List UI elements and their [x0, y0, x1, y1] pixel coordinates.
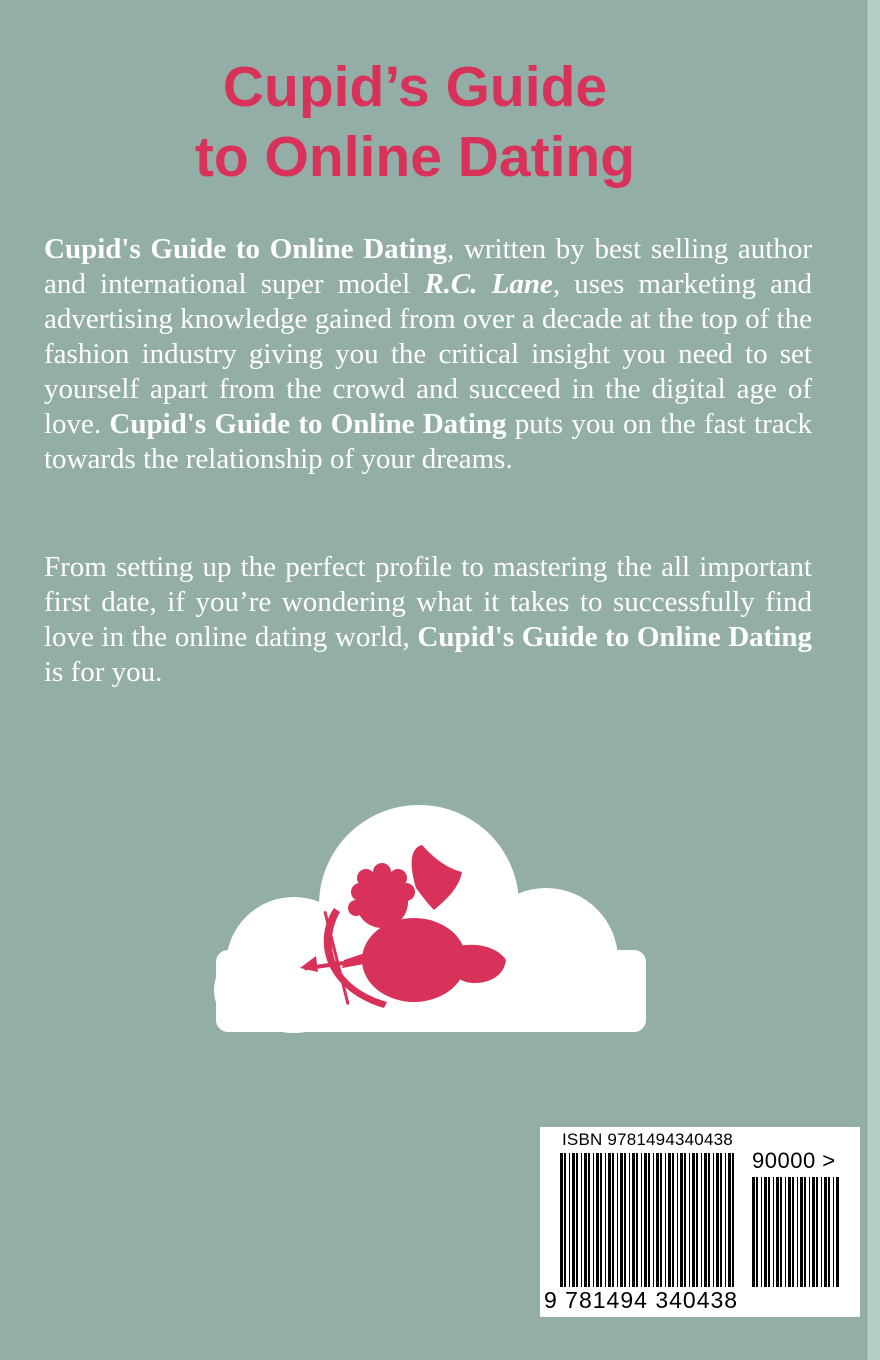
barcode-bar [804, 1177, 806, 1287]
barcode-bar [773, 1177, 774, 1287]
barcode-bar [824, 1177, 827, 1287]
barcode-bar [629, 1153, 630, 1287]
barcode-bar [701, 1153, 702, 1287]
barcode-bar [584, 1153, 587, 1287]
barcode-bar [785, 1177, 786, 1287]
barcode-bar [644, 1153, 647, 1287]
barcode-bar [600, 1153, 602, 1287]
cloud-emblem [184, 800, 654, 1040]
blurb-book-title: Cupid's Guide to Online Dating [417, 621, 812, 653]
barcode-bar [624, 1153, 626, 1287]
blurb-paragraph-2 [44, 550, 812, 690]
barcode-bar [761, 1177, 762, 1287]
barcode-bar [797, 1177, 798, 1287]
barcode-bar [821, 1177, 822, 1287]
barcode-bar [756, 1177, 758, 1287]
barcode-bar [692, 1153, 695, 1287]
barcode-bar [792, 1177, 794, 1287]
isbn-barcode [540, 1127, 860, 1317]
blurb-paragraph-1 [44, 232, 812, 477]
blurb-book-title: Cupid's Guide to Online Dating [109, 408, 507, 440]
barcode-bar [636, 1153, 638, 1287]
barcode-bar [660, 1153, 662, 1287]
author-name: R.C. Lane [424, 268, 553, 300]
barcode-bar [617, 1153, 618, 1287]
barcode-bar [569, 1153, 570, 1287]
barcode-bar [768, 1177, 770, 1287]
isbn-label: ISBN 9781494340438 [562, 1130, 733, 1149]
barcode-bar [641, 1153, 642, 1287]
barcode-bar [680, 1153, 683, 1287]
barcode-bar [665, 1153, 666, 1287]
barcode-bar [588, 1153, 590, 1287]
barcode-bar [716, 1153, 719, 1287]
blurb-text: puts you on the fast track towards the relationship of your dreams. [44, 408, 812, 475]
barcode-bar [812, 1177, 815, 1287]
barcode-bar [576, 1153, 578, 1287]
barcode-bar [653, 1153, 654, 1287]
price-addon-code: 90000 > [752, 1148, 836, 1173]
barcode-bar [560, 1153, 563, 1287]
title-line-2: to Online Dating [194, 125, 636, 189]
cloud-icon [184, 800, 654, 1040]
title-line-1: Cupid’s Guide [222, 55, 608, 119]
barcode-bar [605, 1153, 606, 1287]
barcode-bar [752, 1177, 755, 1287]
barcode-number: 9 781494 340438 [544, 1287, 739, 1313]
barcode-bar [581, 1153, 582, 1287]
barcode-bar [684, 1153, 686, 1287]
barcode-bar [668, 1153, 671, 1287]
barcode-bar [833, 1177, 834, 1287]
blurb-text: , uses marketing and advertising knowledge gained from over a decade at the top of the fashion industry giving you the critical insight you need to set yourself apart from the crowd and succeed in the digital age of love. [44, 268, 812, 440]
barcode-bar [608, 1153, 611, 1287]
barcode-bar [788, 1177, 791, 1287]
barcode-bar [572, 1153, 575, 1287]
barcode-bar [620, 1153, 623, 1287]
barcode-bar [836, 1177, 839, 1287]
blurb-text: From setting up the perfect profile to mastering the all important first date, if you’re wondering what it takes to successfully find love in the online dating world, [44, 551, 812, 653]
barcode-bar [764, 1177, 767, 1287]
barcode-bar [593, 1153, 594, 1287]
barcode-bar [725, 1153, 726, 1287]
barcode-bar [800, 1177, 803, 1287]
barcode-bar [776, 1177, 779, 1287]
blurb-text: is for you. [44, 656, 163, 688]
barcode-bar [809, 1177, 810, 1287]
barcode-bar [828, 1177, 830, 1287]
barcode-bar [632, 1153, 635, 1287]
blurb-text: , written by best selling author and international super model [44, 233, 812, 300]
barcode-bar [713, 1153, 714, 1287]
barcode-bar [648, 1153, 650, 1287]
barcode-bar [696, 1153, 698, 1287]
barcode-bar [704, 1153, 707, 1287]
blurb-book-title: Cupid's Guide to Online Dating [44, 233, 447, 265]
barcode-bar [677, 1153, 678, 1287]
barcode-bar [732, 1153, 734, 1287]
barcode-bar [672, 1153, 674, 1287]
barcode-bar [708, 1153, 710, 1287]
barcode-bar [728, 1153, 731, 1287]
barcode-bar [689, 1153, 690, 1287]
barcode-bar [612, 1153, 614, 1287]
barcode-bar [656, 1153, 659, 1287]
barcode-bar [564, 1153, 566, 1287]
book-title [0, 52, 830, 192]
barcode-bar [596, 1153, 599, 1287]
barcode-bar [720, 1153, 722, 1287]
spine-edge [867, 0, 880, 1360]
barcode-bar [816, 1177, 818, 1287]
barcode-bar [780, 1177, 782, 1287]
